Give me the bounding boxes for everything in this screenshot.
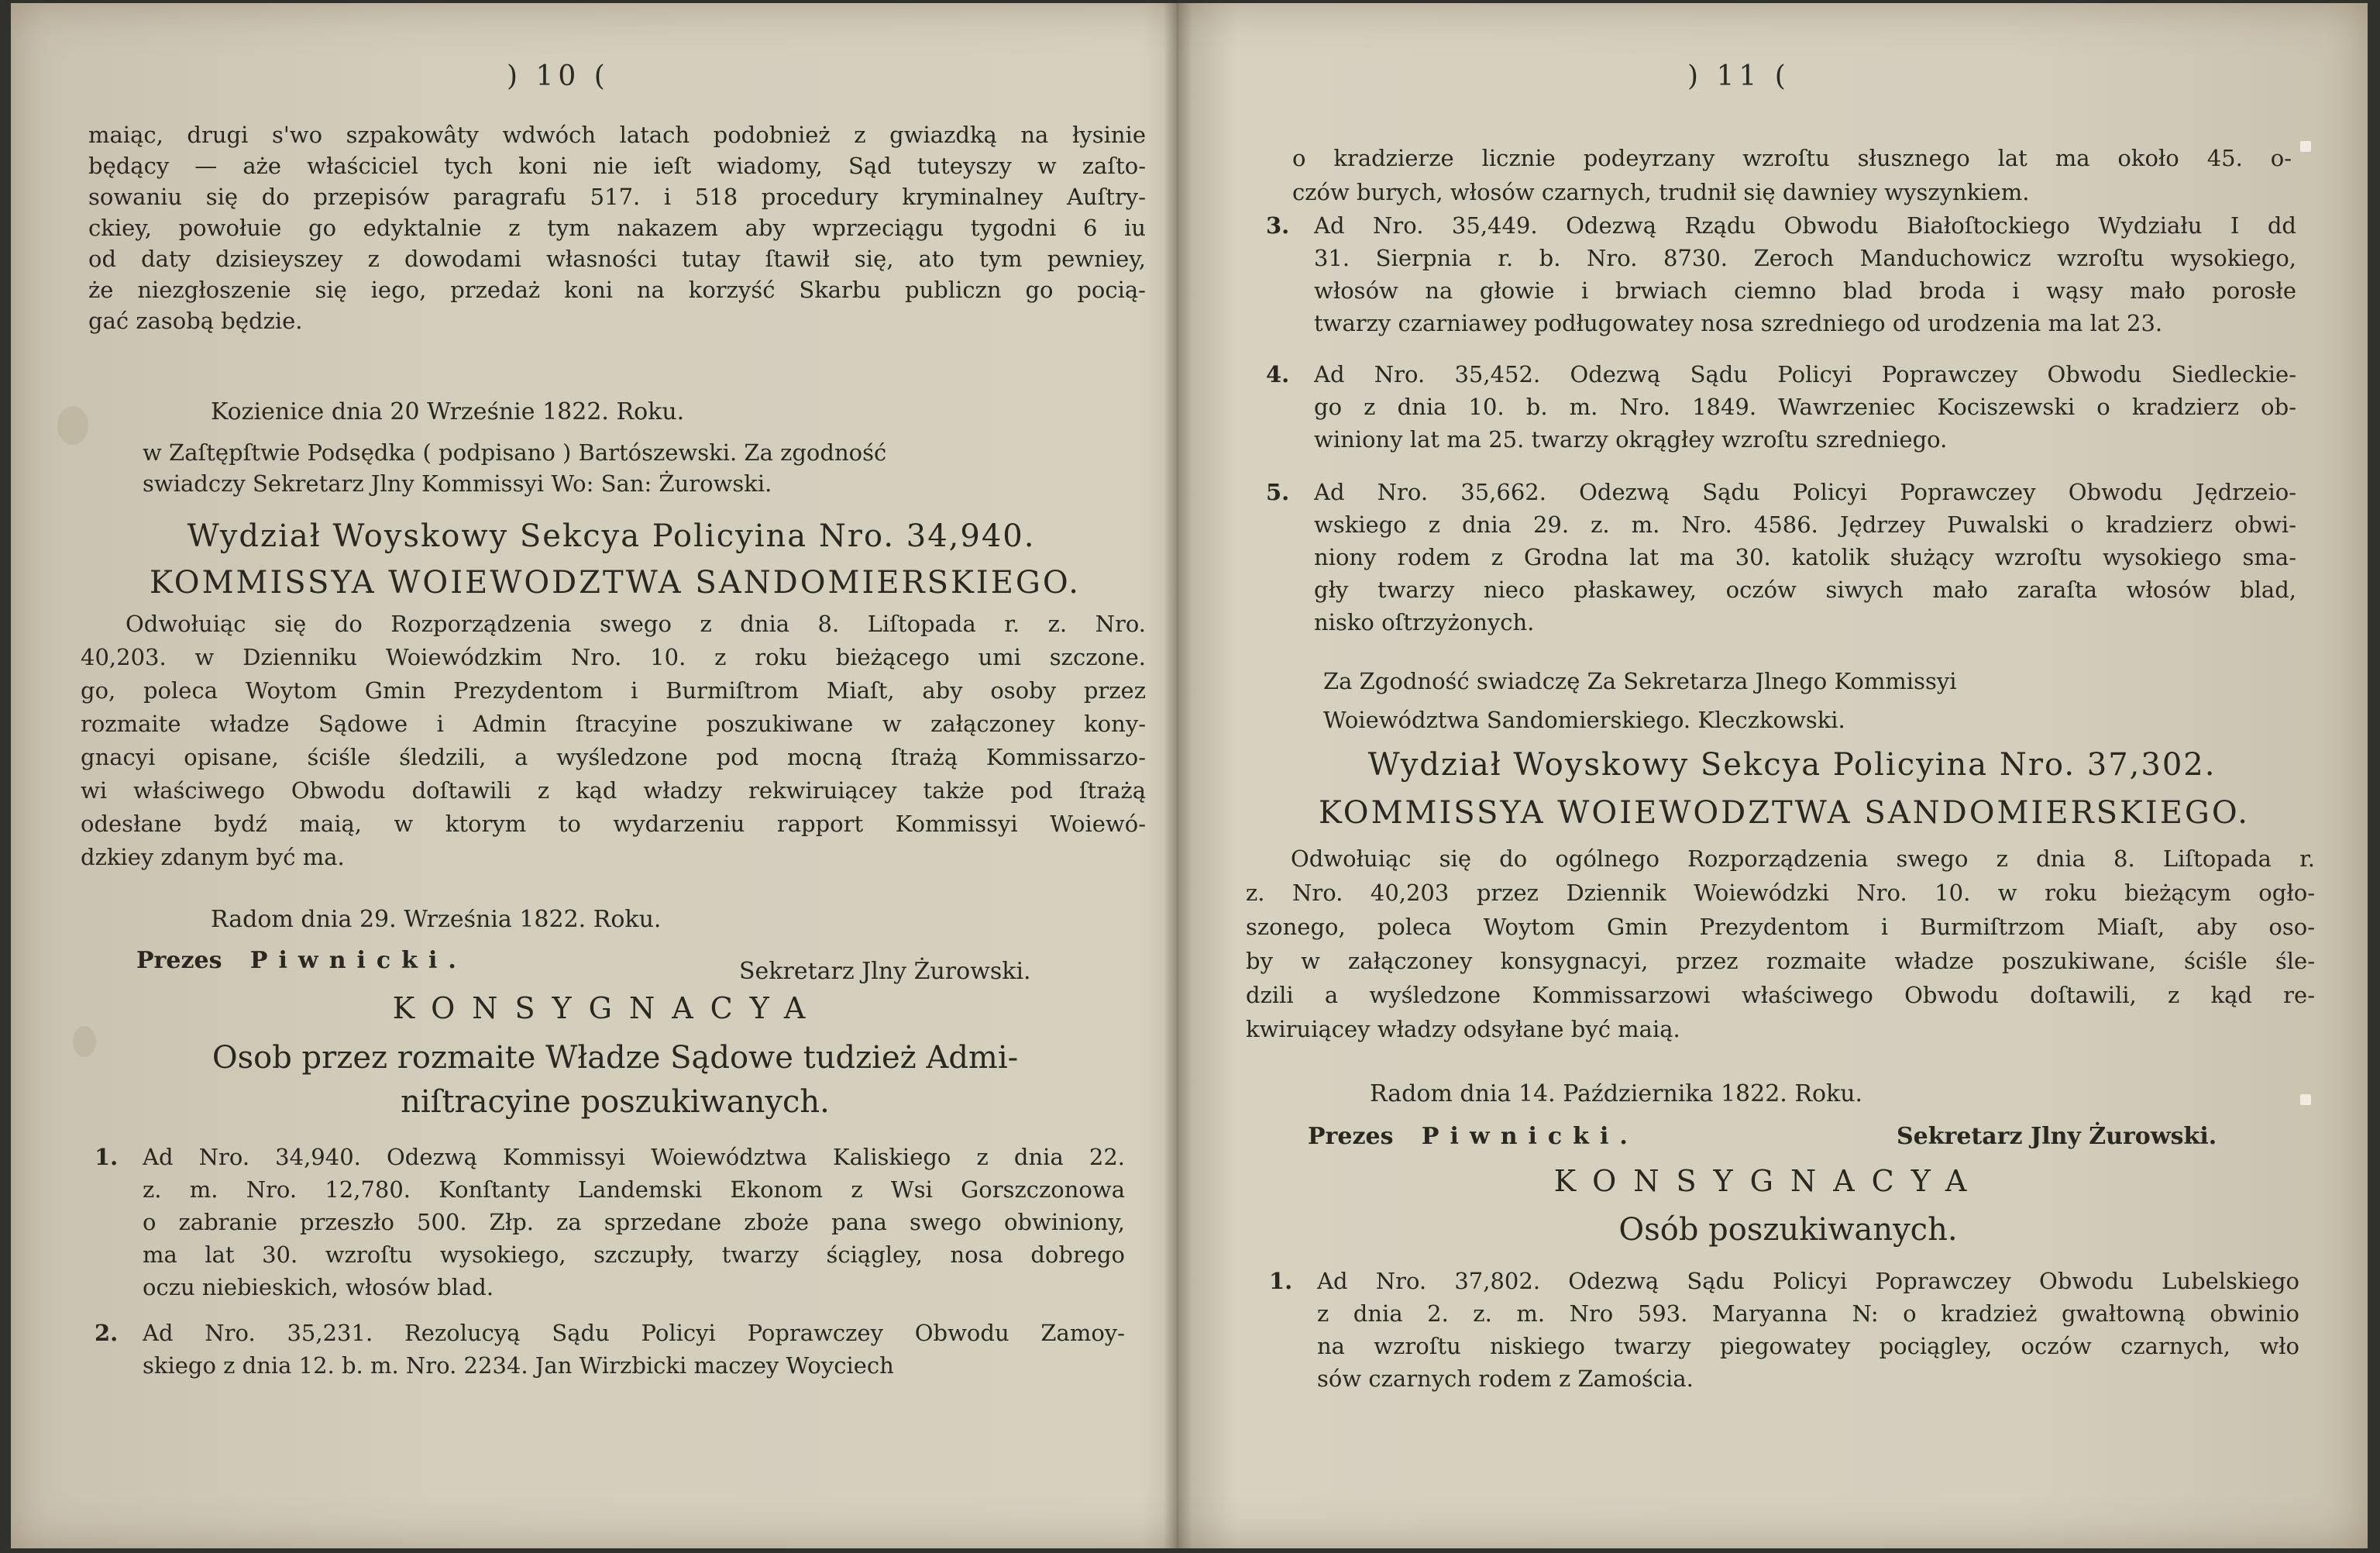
entry-number: 1. — [95, 1144, 119, 1170]
signature-text: swiadczy Sekretarz Jlny Kommissyi Wo: San: Żurowski. — [143, 470, 772, 497]
entry-line: Ad Nro. 34,940. Odezwą Kommissyi Woiewództwa Kaliskiego z dnia 22. — [143, 1144, 1125, 1170]
secretary-signature: Sekretarz Jlny Żurowski. — [1897, 1123, 2217, 1150]
konsygnacya-heading: KONSYGNACYA — [1553, 1164, 1984, 1198]
entry-text — [143, 1141, 1125, 1303]
konsygnacya-subtitle: Osob przez rozmaite Władze Sądowe tudzież Admi- — [212, 1040, 1019, 1076]
paragraph-line: wi właściwego Obwodu doſtawili z kąd władzy rekwiruiącey także pod ſtrażą — [81, 777, 1146, 804]
paragraph-line: o kradzierze licznie podeyrzany wzroſtu słusznego lat ma około 45. o- — [1292, 145, 2292, 171]
paragraph-line: że niezgłoszenie się iego, przedaż koni na korzyść Skarbu publiczn go pocią- — [88, 277, 1146, 303]
entry-line: niony rodem z Grodna lat ma 30. katolik służący wzroſtu wysokiego sma- — [1314, 544, 2296, 570]
entry-line: sów czarnych rodem z Zamościa. — [1317, 1365, 1694, 1392]
opening-paragraph — [88, 119, 1146, 336]
entry-number: 4. — [1266, 361, 1290, 387]
paragraph-line: szonego, poleca Woytom Gmin Prezydentom i Burmiſtrzom Miaſt, aby oso- — [1246, 914, 2315, 940]
entry-text — [1314, 476, 2296, 639]
paragraph-line: sowaniu się do przepisów paragrafu 517. i 518 procedury kryminalney Auſtry- — [88, 184, 1146, 210]
entry-line: skiego z dnia 12. b. m. Nro. 2234. Jan Wirzbicki maczey Woyciech — [143, 1352, 894, 1379]
entry-line: o zabranie przeszło 500. Złp. za sprzedane zboże pana swego obwiniony, — [143, 1209, 1125, 1235]
main-paragraph — [1246, 842, 2315, 1046]
entry-line: z. m. Nro. 12,780. Konſtanty Landemski Ekonom z Wsi Gorszczonowa — [143, 1176, 1125, 1203]
entry-line: oczu niebieskich, włosów blad. — [143, 1274, 494, 1300]
secretary-signature: Sekretarz Jlny Żurowski. — [739, 958, 1031, 985]
paragraph-line: by w załączoney konsygnacyi, przez rozmaite władze poszukiwane, ściśle śle- — [1246, 948, 2315, 974]
entry-line: Ad Nro. 35,452. Odezwą Sądu Policyi Poprawczey Obwodu Siedleckie- — [1314, 361, 2296, 387]
place-date: Radom dnia 29. Września 1822. Roku. — [211, 906, 662, 933]
entry-line: Ad Nro. 37,802. Odezwą Sądu Policyi Poprawczey Obwodu Lubelskiego — [1317, 1268, 2299, 1294]
entry-line: z dnia 2. z. m. Nro 593. Maryanna N: o kradzież gwałtowną obwinio — [1317, 1300, 2299, 1327]
signature-line — [136, 947, 467, 974]
paragraph-line: z. Nro. 40,203 przez Dziennik Woiewódzki Nro. 10. w roku bieżącym ogło- — [1246, 880, 2315, 906]
left-page — [11, 3, 1173, 1548]
entry-line: na wzroſtu niskiego twarzy piegowatey pociągley, oczów czarnych, wło — [1317, 1333, 2299, 1359]
paragraph-line: od daty dzisieyszey z dowodami własności tutay ſtawił się, ato tym pewniey, — [88, 246, 1146, 272]
paragraph-line: rozmaite władze Sądowe i Admin ſtracyine poszukiwane w załączoney kony- — [81, 711, 1146, 737]
konsygnacya-subtitle: Osób poszukiwanych. — [1618, 1212, 1958, 1248]
entry-line: go z dnia 10. b. m. Nro. 1849. Wawrzeniec Kociszewski o kradzierz ob- — [1314, 394, 2296, 420]
page-number: ) 10 ( — [507, 60, 610, 92]
attestation-line: Woiewództwa Sandomierskiego. Kleczkowski. — [1323, 707, 1845, 733]
paragraph-line: go, poleca Woytom Gmin Prezydentom i Burmiſtrom Miaſt, aby osoby przez — [81, 677, 1146, 704]
section-heading: Wydział Woyskowy Sekcya Policyina Nro. 34,940. — [187, 518, 1036, 554]
paragraph-line: czów burych, włosów czarnych, trudnił się dawniey wyszynkiem. — [1292, 179, 2030, 205]
wanted-entry — [1266, 476, 2296, 639]
prezes-label: Prezes — [136, 947, 222, 974]
entry-line: wskiego z dnia 29. z. m. Nro. 4586. Jędrzey Puwalski o kradzierz obwi- — [1314, 511, 2296, 538]
paragraph-line: dzkiey zdanym być ma. — [81, 844, 345, 870]
entry-line: 31. Sierpnia r. b. Nro. 8730. Zeroch Manduchowicz wzroſtu wysokiego, — [1314, 245, 2296, 271]
wanted-entry — [95, 1317, 1125, 1382]
signature-block — [143, 437, 1103, 499]
paragraph-line: dzili a wyśledzone Kommissarzowi właściwego Obwodu doſtawili, z kąd re- — [1246, 982, 2315, 1008]
entry-line: Ad Nro. 35,449. Odezwą Rządu Obwodu Białoſtockiego Wydziału I dd — [1314, 212, 2296, 239]
commission-heading: KOMMISSYA WOIEWODZTWA SANDOMIERSKIEGO. — [149, 565, 1082, 601]
wanted-entry — [1266, 358, 2296, 456]
right-page — [1192, 3, 2368, 1548]
wanted-entry — [1266, 209, 2296, 339]
attestation-block — [1323, 662, 2276, 739]
entry-line: włosów na głowie i brwiach ciemno blad broda i wąsy mało porosłe — [1314, 277, 2296, 304]
entry-line: Ad Nro. 35,231. Rezolucyą Sądu Policyi Poprawczey Obwodu Zamoy- — [143, 1320, 1125, 1346]
entry-number: 2. — [95, 1320, 119, 1346]
paragraph-line: Odwołuiąc się do ogólnego Rozporządzenia swego z dnia 8. Liſtopada r. — [1291, 845, 2315, 872]
entry-text — [143, 1317, 1125, 1382]
paragraph-line: gać zasobą będzie. — [88, 308, 303, 334]
paragraph-line: 40,203. w Dzienniku Woiewódzkim Nro. 10. z roku bieżącego umi szczone. — [81, 644, 1146, 670]
paragraph-line: Odwołuiąc się do Rozporządzenia swego z dnia 8. Liſtopada r. z. Nro. — [126, 611, 1146, 637]
signature-line — [1308, 1123, 1639, 1150]
entry-line: Ad Nro. 35,662. Odezwą Sądu Policyi Poprawczey Obwodu Jędrzeio- — [1314, 479, 2296, 505]
paragraph-line: kwiruiącey władzy odsyłane być maią. — [1246, 1016, 1680, 1042]
entry-text — [1314, 358, 2296, 456]
entry-text — [1314, 209, 2296, 339]
entry-text — [1317, 1265, 2299, 1395]
konsygnacya-subtitle: niſtracyine poszukiwanych. — [401, 1084, 830, 1120]
prezes-name: Piwnicki. — [249, 947, 467, 974]
entry-continuation — [1292, 141, 2292, 209]
signature-text: w Zaſtępſtwie Podsędka ( podpisano ) Bartószewski. Za zgodność — [143, 439, 887, 466]
entry-line: gły twarzy nieco płaskawey, oczów siwych mało zaraſta włosów blad, — [1314, 577, 2296, 603]
entry-number: 1. — [1269, 1268, 1293, 1294]
place-date: Radom dnia 14. Października 1822. Roku. — [1370, 1080, 1863, 1107]
entry-line: nisko oſtrzyżonych. — [1314, 609, 1535, 635]
paragraph-line: ckiey, powołuie go edyktalnie z tym nakazem aby wprzeciągu tygodni 6 iu — [88, 215, 1146, 241]
wanted-entry — [1269, 1265, 2299, 1395]
entry-line: ma lat 30. wzroſtu wysokiego, szczupły, twarzy ściągley, nosa dobrego — [143, 1241, 1125, 1268]
wanted-entry — [95, 1141, 1125, 1303]
main-paragraph — [81, 608, 1146, 874]
paragraph-line: odesłane bydź maią, w ktorym to wydarzeniu rapport Kommissyi Woiewó- — [81, 811, 1146, 837]
paragraph-line: gnacyi opisane, ściśle śledzili, a wyśledzone pod mocną ſtrażą Kommissarzo- — [81, 744, 1146, 770]
entry-number: 3. — [1266, 212, 1290, 239]
paragraph-line: maiąc, drugi s'wo szpakowâty wdwóch latach podobnież z gwiazdką na łysinie — [88, 122, 1146, 148]
page-number: ) 11 ( — [1687, 60, 1790, 92]
place-date: Kozienice dnia 20 Wrześnie 1822. Roku. — [211, 398, 685, 425]
entry-line: winiony lat ma 25. twarzy okrągłey wzroſtu szredniego. — [1314, 426, 1948, 453]
paragraph-line: będący — aże właściciel tych koni nie ieſt wiadomy, Sąd tuteyszy w zaſto- — [88, 153, 1146, 179]
prezes-label: Prezes — [1308, 1123, 1394, 1150]
entry-line: twarzy czarniawey podługowatey nosa szredniego od urodzenia ma lat 23. — [1314, 310, 2163, 336]
konsygnacya-heading: KONSYGNACYA — [392, 991, 823, 1025]
commission-heading: KOMMISSYA WOIEWODZTWA SANDOMIERSKIEGO. — [1318, 795, 2251, 831]
prezes-name: Piwnicki. — [1421, 1123, 1639, 1150]
book-spread — [11, 3, 2368, 1548]
section-heading: Wydział Woyskowy Sekcya Policyina Nro. 37,302. — [1367, 747, 2217, 783]
attestation-line: Za Zgodność swiadczę Za Sekretarza Jlnego Kommissyi — [1323, 668, 1957, 694]
entry-number: 5. — [1266, 479, 1290, 505]
